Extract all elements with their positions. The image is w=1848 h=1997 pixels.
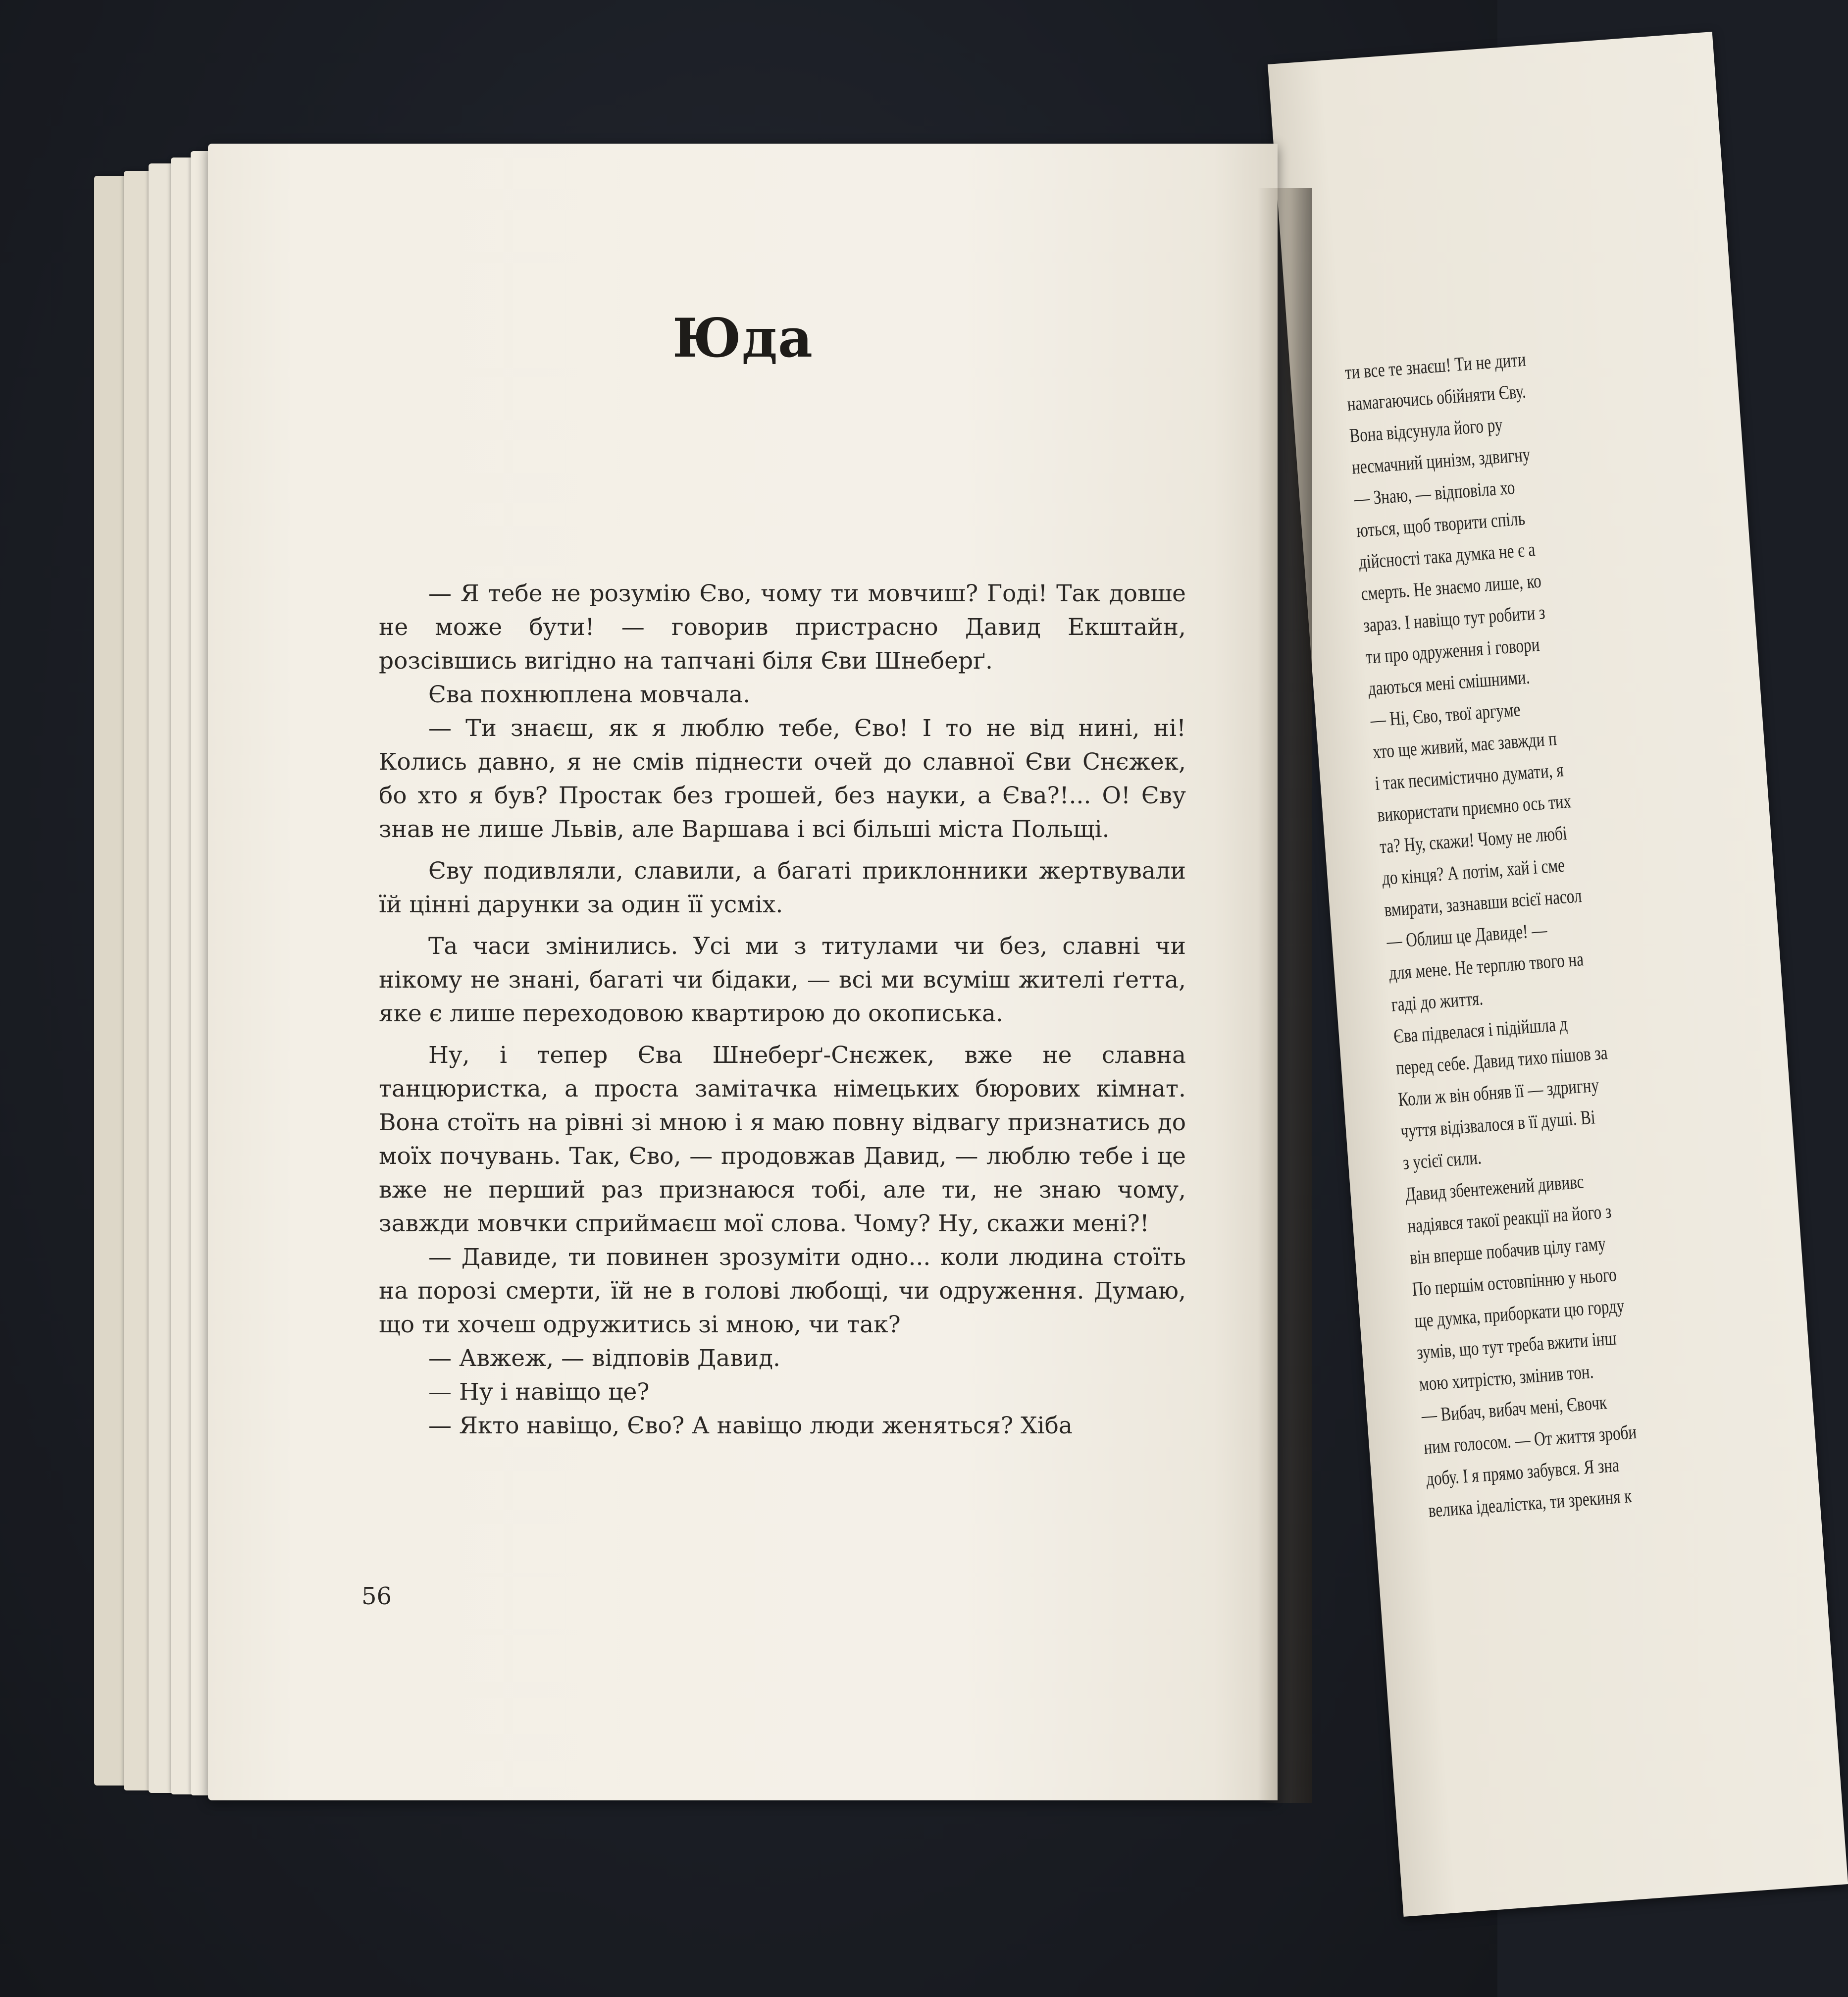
- right-line: гаді до життя.: [1390, 987, 1484, 1016]
- right-line: використати приємно ось тих: [1376, 789, 1572, 826]
- right-line: хто ще живий, має завжди п: [1372, 727, 1558, 763]
- right-line: Єва підвелася і підійшла д: [1392, 1012, 1568, 1048]
- right-line: і так песимістично думати, я: [1374, 758, 1564, 794]
- right-line: для мене. Не терплю твого на: [1388, 947, 1585, 984]
- right-line: намагаючись обійняти Єву.: [1346, 379, 1527, 416]
- right-line: Вона відсунула його ру: [1348, 413, 1503, 447]
- paragraph: — Я тебе не розумію Єво, чому ти мовчиш? Годі! Так довше не може бути! — говорив пристрасно Давид Екштайн, розсівшись вигідно на тапчані біля Єви Шнеберґ.: [379, 580, 1186, 675]
- right-line: вмирати, зазнавши всієї насол: [1383, 884, 1583, 921]
- paragraph: Ну, і тепер Єва Шнеберґ-Снєжек, вже не славна танцюристка, а проста замітачка німецьких бюрових кімнат. Вона стоїть на рівні зі мною і я маю повну відвагу признатись до моїх почувань. Так, Єво, — продовжав Давид, — люблю тебе і це вже не перший раз признаюся тобі, але ти, не знаю чому, завжди мовчки сприймаєш мої слова. Чому? Ну, скажи мені?!: [379, 1042, 1186, 1237]
- right-line: — Знаю, — відповіла хо: [1353, 475, 1516, 510]
- right-line: та? Ну, скажи! Чому не любі: [1379, 821, 1568, 858]
- right-line: Коли ж він обняв її — здригну: [1397, 1073, 1600, 1111]
- right-line: ще думка, приборкати цю горду: [1413, 1294, 1625, 1332]
- right-line: смерть. Не знаємо лише, ко: [1360, 569, 1542, 605]
- right-line: до кінця? А потім, хай і сме: [1381, 853, 1566, 890]
- right-line: По першім остовпінню у нього: [1411, 1263, 1617, 1301]
- right-line: Давид збентежений дививс: [1404, 1170, 1585, 1206]
- right-line: чуття відізвалося в її душі. Ві: [1399, 1105, 1596, 1143]
- right-line: ються, щоб творити спіль: [1355, 507, 1526, 542]
- right-line: — Облиш це Давиде! —: [1386, 918, 1548, 953]
- right-line: зараз. І навіщо тут робити з: [1362, 601, 1546, 636]
- right-line: ним голосом. — От життя зроби: [1423, 1420, 1638, 1459]
- paragraph: — Авжеж, — відповів Давид.: [428, 1345, 780, 1372]
- right-line: — Ні, Єво, твої аргуме: [1369, 698, 1521, 732]
- paragraph: — Ти знаєш, як я люблю тебе, Єво! І то не від нині, ні! Колись давно, я не смів піднести очей до славної Єви Снєжек, бо хто я був? Простак без грошей, без науки, а Єва?!... О! Єву знав не лише Львів, але Варшава і всі більші міста Польщі.: [379, 715, 1186, 843]
- paragraph: — Якто навіщо, Єво? А навіщо люди женяться? Хіба: [428, 1412, 1073, 1439]
- page-number: 56: [361, 1582, 392, 1610]
- right-line: надіявся такої реакції на його з: [1406, 1200, 1612, 1237]
- right-line: несмачний цинізм, здвигну: [1351, 443, 1531, 478]
- right-line: даються мені смішними.: [1367, 665, 1531, 700]
- paragraph: Та часи змінились. Усі ми з титулами чи без, славні чи нікому не знані, багаті чи бідаки, — всі ми всуміш жителі ґетта, яке є лише переходовою квартирою до окописька.: [379, 933, 1186, 1027]
- chapter-title: Юда: [672, 307, 813, 369]
- paragraph: Єва похнюплена мовчала.: [428, 681, 751, 708]
- right-line: дійсності така думка не є а: [1358, 538, 1536, 574]
- right-line: ти все те знаєш! Ти не дити: [1344, 348, 1527, 384]
- right-line: добу. І я прямо забувся. Я зна: [1425, 1453, 1620, 1490]
- book-gutter: [1258, 188, 1312, 1803]
- right-line: зумів, що тут треба вжити інш: [1416, 1326, 1617, 1364]
- right-line: перед себе. Давид тихо пішов за: [1395, 1041, 1608, 1079]
- right-line: ти про одруження і говори: [1365, 632, 1540, 668]
- right-line: мою хитрістю, змінив тон.: [1418, 1360, 1594, 1395]
- right-page: [1268, 32, 1848, 1917]
- right-line: він вперше побачив цілу гаму: [1409, 1232, 1607, 1269]
- paragraph: Єву подивляли, славили, а багаті приклонники жертвували їй цінні дарунки за один її усміх.: [379, 857, 1186, 918]
- page-body: [379, 577, 1186, 1443]
- paragraph: — Давиде, ти повинен зрозуміти одно... коли людина стоїть на порозі смерти, їй не в голові любощі, чи одруження. Думаю, що ти хочеш одружитись зі мною, чи так?: [379, 1244, 1186, 1338]
- right-line: з усієї сили.: [1402, 1146, 1483, 1174]
- right-page-text: [1344, 331, 1777, 1526]
- paragraph: — Ну і навіщо це?: [428, 1378, 650, 1406]
- right-line: — Вибач, вибач мені, Євочк: [1420, 1391, 1608, 1427]
- right-line: велика ідеалістка, ти зрекиня к: [1428, 1484, 1633, 1522]
